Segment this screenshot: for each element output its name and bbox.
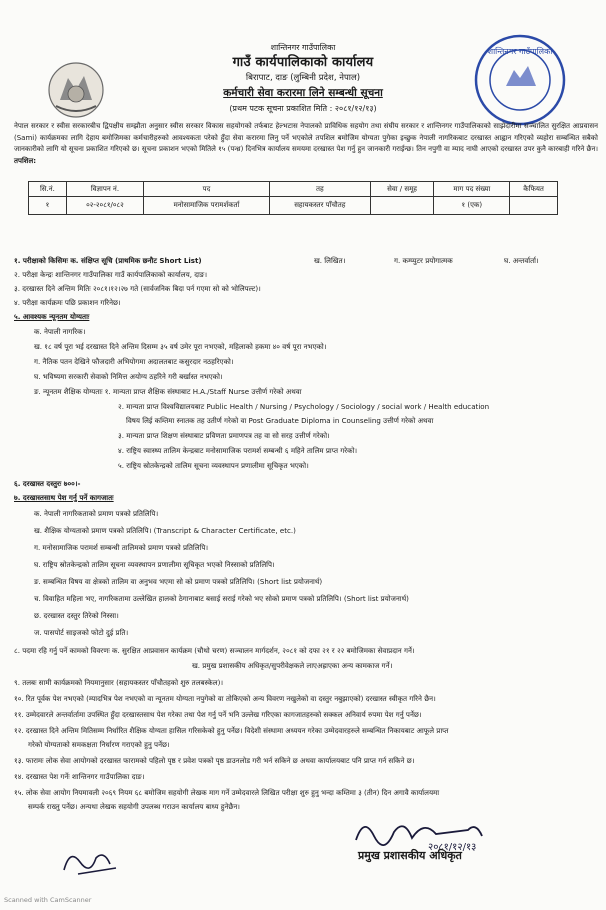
section-exam-center: २. परीक्षा केन्द्रः शान्तिनगर गाउँपालिका गाउँ कार्यपालिकाको कार्यालय, दाङ। (14, 270, 208, 279)
submit-location-clause: १४. दरखास्त पेश गर्नेः शान्तिनगर गाउँपालिका दाङ। (14, 772, 145, 781)
table-cell: १ (एक) (434, 197, 510, 215)
published-date: (प्रथम पटक सूचना प्रकाशित मिति : २०८१/१२/१३) (229, 104, 377, 113)
table-cell (510, 197, 558, 215)
scanner-watermark: Scanned with CamScanner (4, 896, 92, 904)
document-item: ङ. सम्बन्धित विषय वा क्षेत्रको तालिम वा अनुभव भएमा सो को प्रमाण पत्रको प्रतिलिपि। (Short list प्रयोजनार्थ) (34, 577, 323, 586)
job-description-b: ख. प्रमुख प्रशासकीय अधिकृत/सुपरीवेक्षकले लाएअह्राएका अन्य कामकाज गर्ने। (192, 661, 393, 670)
stamp-text: शान्तिनगर गाउँपालिका (487, 47, 553, 56)
table-cell: १ (29, 197, 67, 215)
notice-body (14, 225, 598, 825)
document-item: छ. दरखास्त दस्तुर तिरेको निस्सा। (34, 611, 119, 620)
exam-type-interview: घ. अन्तर्वार्ता। (504, 256, 539, 265)
table-header: माग पद संख्या (434, 182, 510, 197)
original-docs-clause: ११. उम्मेदवारले अन्तर्वार्तामा उपस्थित हुँदा दरखास्तसाथ पेश गरेका तथा पेश गर्नु पर्ने भनि उल्लेख गरिएका कागजातहरुको सक्कल अनिवार्य रुपमा पेश गर्नु पर्नेछ। (14, 710, 422, 719)
left-signature-icon (60, 840, 130, 880)
table-header-row (29, 182, 558, 197)
tapsil-label: तपशिल: (14, 156, 37, 165)
document-item: क. नेपाली नागरिकताको प्रमाण पत्रको प्रतिलिपि। (34, 509, 159, 518)
document-item: घ. राष्ट्रिय स्रोतकेन्द्रको तालिम सूचना व्यवस्थापन प्रणालीमा सूचिकृत भएको निस्साको प्रतिलिपि। (34, 560, 275, 569)
qualification-item: ग. नैतिक पतन देखिने फौजदारी अभियोगमा अदालतबाट कसुरदार नठहरिएको। (34, 357, 234, 366)
table-cell: ०२-२०८१/०८२ (66, 197, 143, 215)
documents-title: ७. दरखास्तसाथ पेश गर्नु पर्ने कागजातः (14, 493, 114, 502)
intro-text: नेपाल सरकार र स्वीस सरकारबीच द्विपक्षीय सम्झौता अनुसार स्वीस सरकार विकास सहयोगको तर्फबाट हेल्भटास नेपालको प्राविधिक सहयोग तथा संघीय सरकार र शान्तिनगर गाउँपालिकाको साझेदारीमा सञ्चालित सुरक्षित आप्रवासन (Sami) कार्यक्रमका लागि देहाय बमोजिमका कर्मचारीहरुको आवश्यकता परेको हुँदा सेवा करारमा लिनु पर्ने भएकोले तपशिल बमोजिम योग्यता पुगेका इच्छुक नेपाली नागरिकबाट दरखास्त आह्वान गरिएको व्यहोरा सम्बन्धित सबैको जानकारीको लागि यो सूचना प्रकाशित गरिएको छ। सूचना प्रकाशन भएको मितिले १५ (पन्ध्र) दिनभित्र कार्यालय समयमा दरखास्त पेश गर्नु हुन जानकारी गराईन्छ। तिन नपुगी वा म्याद नाघी आएको दरखास्त उपर कुनै कारबाही गरिने छैन। (14, 122, 598, 153)
application-fee: ६. दरखास्त दस्तुरः ७००।- (14, 479, 81, 488)
office-title: गाउँ कार्यपालिकाको कार्यालय (232, 55, 374, 70)
office-small-title: शान्तिनगर गाउँपालिका (270, 43, 336, 52)
signature-date: २०८१/१२/१३ (428, 842, 477, 852)
intro-paragraph (14, 121, 598, 167)
table-header: कैफियत (510, 182, 558, 197)
rejection-clause: १०. रित पूर्वक पेश नभएको (म्यादभित्र पेश नभएको वा न्यूनतम योग्यता नपुगेको वा तोकिएको अन्य विवरण नखुलेको वा दस्तुर नबुझाएको) दरखास्त स्वीकृत गरिने छैन। (14, 694, 436, 703)
section-exam-schedule: ४. परीक्षा कार्यक्रमः पछि प्रकाशन गरिनेछ। (14, 298, 121, 307)
table-row (29, 197, 558, 215)
document-item: ज. पासपोर्ट साइजको फोटो दुई प्रति। (34, 628, 129, 637)
helper-writer-clause-cont: सम्पर्क राख्नु पर्नेछ। अन्यथा लेखक सहयोगी उपलब्ध गराउन कार्यालय बाध्य हुनेछैन। (28, 802, 240, 811)
education-option: २. मान्यता प्राप्त विश्वविद्यालयबाट Public Health / Nursing / Psychology / Sociology / social work / Health education (118, 402, 490, 411)
salary-clause: ९. तलबः सामी कार्यक्रमको नियमानुसार (सहायकस्तर पाँचौतहको शुरु तलबस्केल)। (14, 678, 224, 687)
table-cell (370, 197, 434, 215)
qualification-deadline-clause-cont: गरेको योग्यताको समकक्षता निर्धारण गराएको हुनु पर्नेछ। (28, 740, 170, 749)
document-item: ग. मनोसामाजिक परामर्श सम्बन्धी तालिमको प्रमाण पत्रको प्रतिलिपि। (34, 543, 209, 552)
qualification-item: ख. १८ वर्ष पूरा भई दरखास्त दिने अन्तिम दिसम्म ३५ वर्ष उमेर पूरा नभएको, महिलाको हकमा ४० वर्ष पूरा नभएको। (34, 342, 327, 351)
table-cell: सहायकस्तर पाँचौतह (269, 197, 370, 215)
job-description: ८. पदमा रहि गर्नु पर्ने कामको विवरणः क. सुरक्षित आप्रवासन कार्यक्रम (चौथो चरण) सञ्चालन मार्गदर्शन, २०८१ को दफा २१ र २२ बमोजिमका सेवाप्रदान गर्ने। (14, 646, 415, 655)
table-header: पद (144, 182, 270, 197)
signature-title: प्रमुख प्रशासकीय अधिकृत (358, 849, 462, 862)
education-option: विषय लिई कम्तिमा स्नातक तह उतीर्ण गरेको वा Post Graduate Diploma in Counseling उत्तीर्ण गरेको अथवा (126, 416, 434, 425)
officer-signature-icon (350, 812, 500, 852)
vacancy-table (28, 181, 558, 215)
exam-type-computer: ग. कम्प्युटर प्रयोगात्मक (394, 256, 453, 265)
qualification-item: क. नेपाली नागरिक। (34, 327, 86, 336)
table-cell: मनोसामाजिक परामर्शकर्ता (144, 197, 270, 215)
exam-type-written: ख. लिखित। (314, 256, 346, 265)
section-exam-type: १. परीक्षाको किसिमः क. संक्षिप्त सूचि (प्राथमिक छनौट Short List) (14, 256, 202, 265)
table-header: तह (269, 182, 370, 197)
office-address: बिरापाट, दाङ (लुम्बिनी प्रदेश, नेपाल) (245, 73, 361, 83)
document-item: ख. शैक्षिक योग्यताको प्रमाण पत्रको प्रतिलिपि। (Transcript & Character Certificate, etc.) (34, 526, 296, 535)
qualification-deadline-clause: १२. दरखास्त दिने अन्तिम मितिसम्म निर्धारित शैक्षिक योग्यता हासिल गरिसकेको हुनु पर्नेछ। विदेशी संस्थामा अध्ययन गरेका उम्मेदवारहरुले सम्बन्धित निकायबाट आफूले प्राप्त (14, 726, 449, 735)
form-clause: १३. फारामः लोक सेवा आयोगको दरखास्त फारामको पहिलो पृष्ठ र प्रवेश पत्रको पृष्ठ डाउनलोड गरी भर्न सकिने छ अथवा कार्यालयबाट पनि प्राप्त गर्न सकिने छ। (14, 756, 415, 765)
education-option: ३. मान्यता प्राप्त शिक्षण संस्थाबाट प्रविणता प्रमाणपत्र तह वा सो सरह उत्तीर्ण गरेको। (118, 431, 330, 440)
helper-writer-clause: १५. लोक सेवा आयोग नियमावली २०६९ नियम ६८ बमोजिम सहयोगी लेखक माग गर्ने उम्मेदवारले लिखित परीक्षा शुरु हुनु भन्दा कम्तिमा ३ (तीन) दिन अगावै कार्यालयमा (14, 788, 440, 797)
document-item: च. विवाहित महिला भए, नागरिकतामा उल्लेखित हालको ठेगानाबाट बसाई सराई गरेको भए सोको प्रमाण पत्रको प्रतिलिपि। (Short list प्रयोजनार्थ) (34, 594, 409, 603)
table-header: सि.नं. (29, 182, 67, 197)
qualification-item: ङ. न्यूनतम शैक्षिक योग्यताः १. मान्यता प्राप्त शैक्षिक संस्थाबाट H.A./Staff Nurse उत्तीर्ण गरेको अथवा (34, 387, 302, 396)
education-option: ४. राष्ट्रिय स्वास्थ्य तालिम केन्द्रबाट मनोसामाजिक परामर्श सम्बन्धी ६ महिने तालिम प्राप्त गरेको। (118, 446, 358, 455)
table-header: सेवा / समूह (370, 182, 434, 197)
education-option: ५. राष्ट्रिय स्रोतकेन्द्रको तालिम सूचना व्यवस्थापन प्रणालीमा सूचिकृत भएको। (118, 461, 309, 470)
notice-title: कर्मचारी सेवा करारमा लिने सम्बन्धी सूचना (223, 87, 383, 99)
section-qualification-title: ५. आवश्यक न्यूनतम योग्यताः (14, 312, 90, 321)
table-header: विज्ञापन नं. (66, 182, 143, 197)
qualification-item: घ. भविष्यमा सरकारी सेवाको निमित्त अयोग्य ठहरिने गरी बर्खास्त नभएको। (34, 372, 223, 381)
section-deadline: ३. दरखास्त दिने अन्तिम मितिः २०८१।१२।२७ गते (सार्वजनिक बिदा पर्न गएमा सो को भोलिपल्ट)। (14, 284, 261, 293)
